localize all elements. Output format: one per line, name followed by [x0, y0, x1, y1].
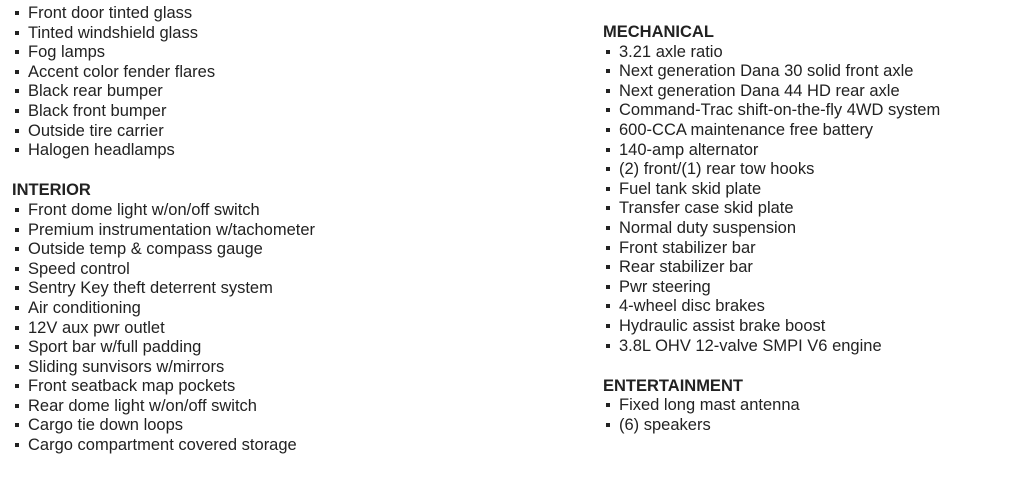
list-item [12, 377, 572, 397]
list-item-text: Cargo tie down loops [28, 416, 184, 435]
list-item-text: Sliding sunvisors w/mirrors [28, 357, 225, 376]
square-bullet-icon [606, 246, 610, 250]
square-bullet-icon [606, 324, 610, 328]
list-item-text: Fixed long mast antenna [619, 396, 800, 415]
list-item-text: Sport bar w/full padding [28, 338, 202, 357]
mechanical-list [603, 43, 1013, 357]
list-item-text: 3.21 axle ratio [619, 42, 723, 61]
list-item [603, 43, 1013, 63]
list-item-text: Black rear bumper [28, 82, 163, 101]
section-gap [603, 356, 1013, 376]
square-bullet-icon [15, 345, 19, 349]
list-item-text: Front stabilizer bar [619, 238, 756, 257]
list-item-text: Front door tinted glass [28, 4, 193, 22]
square-bullet-icon [606, 226, 610, 230]
list-item [603, 101, 1013, 121]
square-bullet-icon [606, 423, 610, 427]
list-item [603, 416, 1013, 436]
square-bullet-icon [15, 423, 19, 427]
list-item-text: (2) front/(1) rear tow hooks [619, 160, 815, 179]
list-item [12, 240, 572, 260]
square-bullet-icon [606, 304, 610, 308]
list-item [603, 160, 1013, 180]
list-item [603, 180, 1013, 200]
left-column [12, 4, 572, 456]
list-item [12, 397, 572, 417]
list-item [603, 396, 1013, 416]
list-item-text: Pwr steering [619, 277, 711, 296]
right-column [603, 23, 1013, 435]
list-item [603, 239, 1013, 259]
list-item [12, 436, 572, 456]
list-item-text: Front dome light w/on/off switch [28, 200, 260, 219]
square-bullet-icon [15, 50, 19, 54]
square-bullet-icon [15, 89, 19, 93]
list-item-text: Halogen headlamps [28, 141, 175, 160]
mechanical-section-title: MECHANICAL [603, 23, 714, 41]
list-item-text: Premium instrumentation w/tachometer [28, 220, 316, 239]
list-item-text: Transfer case skid plate [619, 199, 794, 218]
list-item [603, 141, 1013, 161]
square-bullet-icon [15, 109, 19, 113]
list-item-text: Hydraulic assist brake boost [619, 316, 826, 335]
square-bullet-icon [606, 89, 610, 93]
interior-list [12, 201, 572, 456]
interior-section-title: INTERIOR [12, 181, 91, 200]
list-item [12, 416, 572, 436]
list-item-text: Cargo compartment covered storage [28, 436, 297, 455]
list-item-text: Accent color fender flares [28, 62, 216, 81]
square-bullet-icon [606, 69, 610, 73]
square-bullet-icon [606, 285, 610, 289]
list-item-text: 12V aux pwr outlet [28, 318, 165, 337]
square-bullet-icon [606, 167, 610, 171]
square-bullet-icon [606, 344, 610, 348]
list-item-text: 4-wheel disc brakes [619, 297, 765, 316]
square-bullet-icon [15, 326, 19, 330]
list-item-text: 140-amp alternator [619, 140, 759, 159]
list-item [603, 219, 1013, 239]
list-item-text: Outside tire carrier [28, 121, 164, 140]
square-bullet-icon [606, 265, 610, 269]
square-bullet-icon [15, 31, 19, 35]
square-bullet-icon [15, 404, 19, 408]
list-item [603, 317, 1013, 337]
list-item-text: Front seatback map pockets [28, 377, 236, 396]
list-item [603, 297, 1013, 317]
square-bullet-icon [606, 403, 610, 407]
square-bullet-icon [606, 206, 610, 210]
list-item [12, 338, 572, 358]
list-item-text: Speed control [28, 259, 130, 278]
square-bullet-icon [15, 148, 19, 152]
list-item [12, 221, 572, 241]
list-item [12, 260, 572, 280]
list-item-text: 3.8L OHV 12-valve SMPI V6 engine [619, 336, 882, 355]
exterior-list [12, 4, 572, 161]
square-bullet-icon [15, 228, 19, 232]
list-item [603, 82, 1013, 102]
square-bullet-icon [15, 365, 19, 369]
list-item-text: Rear stabilizer bar [619, 258, 753, 277]
square-bullet-icon [606, 50, 610, 54]
list-item [12, 358, 572, 378]
list-item [12, 82, 572, 102]
list-item [12, 319, 572, 339]
section-gap [12, 161, 572, 181]
list-item [12, 4, 572, 24]
list-item [603, 258, 1013, 278]
list-item-text: (6) speakers [619, 415, 711, 434]
list-item-text: Command-Trac shift-on-the-fly 4WD system [619, 101, 941, 120]
square-bullet-icon [606, 108, 610, 112]
list-item-text: Tinted windshield glass [28, 23, 198, 42]
square-bullet-icon [606, 128, 610, 132]
list-item [603, 62, 1013, 82]
square-bullet-icon [15, 306, 19, 310]
list-item-text: Next generation Dana 44 HD rear axle [619, 81, 900, 100]
list-item-text: Outside temp & compass gauge [28, 240, 263, 259]
list-item-text: Normal duty suspension [619, 218, 797, 237]
list-item [603, 278, 1013, 298]
list-item [12, 141, 572, 161]
list-item [603, 121, 1013, 141]
list-item [12, 43, 572, 63]
list-item [603, 337, 1013, 357]
entertainment-list [603, 396, 1013, 435]
list-item [603, 199, 1013, 219]
list-item [12, 102, 572, 122]
list-item-text: Air conditioning [28, 298, 141, 317]
square-bullet-icon [15, 384, 19, 388]
square-bullet-icon [15, 267, 19, 271]
list-item-text: Next generation Dana 30 solid front axle [619, 62, 914, 81]
list-item-text: Fuel tank skid plate [619, 179, 762, 198]
entertainment-section-title: ENTERTAINMENT [603, 376, 743, 395]
list-item-text: Rear dome light w/on/off switch [28, 396, 257, 415]
list-item [12, 279, 572, 299]
list-item [12, 201, 572, 221]
square-bullet-icon [15, 70, 19, 74]
list-item-text: Sentry Key theft deterrent system [28, 279, 273, 298]
list-item-text: Fog lamps [28, 43, 106, 62]
square-bullet-icon [15, 129, 19, 133]
list-item [12, 63, 572, 83]
square-bullet-icon [606, 187, 610, 191]
list-item [12, 122, 572, 142]
square-bullet-icon [15, 443, 19, 447]
square-bullet-icon [15, 11, 19, 15]
list-item [12, 299, 572, 319]
square-bullet-icon [606, 148, 610, 152]
square-bullet-icon [15, 247, 19, 251]
square-bullet-icon [15, 286, 19, 290]
list-item-text: 600-CCA maintenance free battery [619, 120, 874, 139]
square-bullet-icon [15, 208, 19, 212]
list-item [12, 24, 572, 44]
list-item-text: Black front bumper [28, 101, 167, 120]
